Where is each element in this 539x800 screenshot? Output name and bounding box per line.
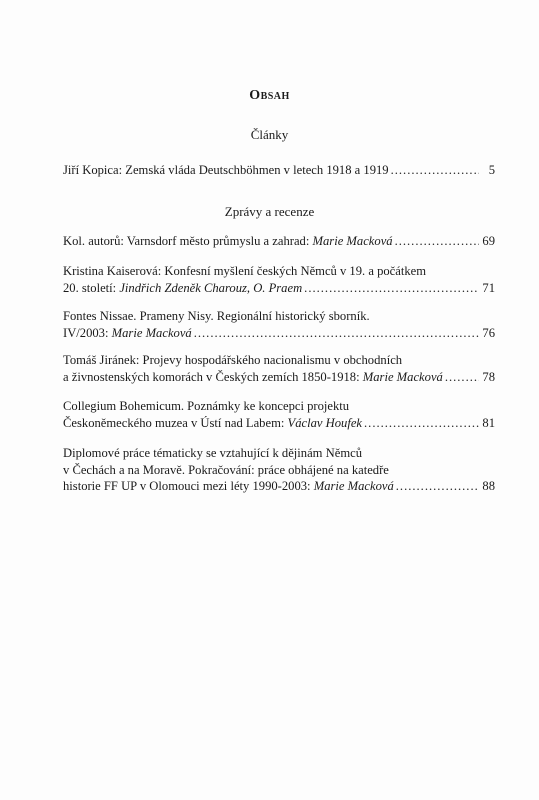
toc-leader-dots [391,162,479,179]
toc-entry-text: 20. století: [63,280,117,295]
toc-entry-text: IV/2003: [63,325,109,340]
toc-entry-kaiserova[interactable] [63,263,495,296]
toc-entry-collegium-bohemicum[interactable] [63,398,495,431]
toc-entry-varnsdorf[interactable] [63,233,495,250]
toc-entry-jiranek[interactable] [63,352,495,385]
toc-entry-text: historie FF UP v Olomouci mezi léty 1990-2003: [63,479,311,493]
toc-entry-line [63,325,495,342]
toc-entry-kopica[interactable] [63,162,495,179]
toc-leader-dots [395,233,479,250]
toc-entry-line [63,369,495,386]
toc-entry-author: Marie Macková [111,325,192,340]
toc-entry-text: Jiří Kopica: Zemská vláda Deutschböhmen v letech 1918 a 1919 [63,163,389,177]
toc-entry-text: Fontes Nissae. Prameny Nisy. Regionální historický sborník. [63,309,370,323]
toc-entry-line [63,415,495,432]
toc-entry-text: Českoněmeckého muzea v Ústí nad Labem: [63,415,285,430]
toc-entry-text: Diplomové práce tématicky se vztahující k dějinám Němců [63,446,362,460]
toc-entry-line [63,352,495,369]
toc-page-number: 5 [488,163,495,177]
toc-entry-author: Marie Macková [362,369,443,384]
toc-entry-author: Václav Houfek [287,415,363,430]
toc-entry-author: Marie Macková [312,234,393,248]
toc-entry-line [63,445,495,462]
toc-leader-dots [364,415,479,432]
toc-entry-diplomove-prace[interactable] [63,445,495,495]
toc-page-number: 71 [482,280,495,295]
toc-entry-line [63,233,495,250]
toc-page-number: 88 [482,479,495,493]
toc-entry-text: Kristina Kaiserová: Konfesní myšlení českých Němců v 19. a počátkem [63,264,427,278]
toc-entry-line [63,462,495,479]
section-title-clanky: Články [250,127,289,142]
toc-page-number: 69 [482,234,495,248]
toc-entry-author: Jindřich Zdeněk Charouz, O. Praem [119,280,303,295]
toc-entry-text: Kol. autorů: Varnsdorf město průmyslu a zahrad: [63,234,310,248]
toc-entry-line [63,280,495,297]
toc-leader-dots [194,325,479,342]
toc-page-number: 81 [482,415,495,430]
toc-leader-dots [304,280,479,297]
section-title-zpravy: Zprávy a recenze [224,204,315,219]
toc-entry-text: v Čechách a na Moravě. Pokračování: práce obhájené na katedře [63,462,389,477]
toc-leader-dots [396,478,479,495]
toc-page-number: 78 [482,369,495,384]
toc-entry-text: a živnostenských komorách v Českých zemích 1850-1918: [63,369,360,384]
toc-entry-line [63,398,495,415]
toc-page-number: 76 [482,325,495,340]
page-title: Obsah [249,88,290,103]
toc-entry-fontes-nissae[interactable] [63,308,495,341]
toc-entry-text: Collegium Bohemicum. Poznámky ke koncepci projektu [63,399,350,413]
toc-entry-line [63,478,495,495]
toc-entry-line [63,308,495,325]
toc-entry-line [63,162,495,179]
toc-entry-line [63,263,495,280]
toc-entry-author: Marie Macková [313,479,394,493]
toc-entry-text: Tomáš Jiránek: Projevy hospodářského nacionalismu v obchodních [63,353,403,367]
toc-leader-dots [445,369,479,386]
